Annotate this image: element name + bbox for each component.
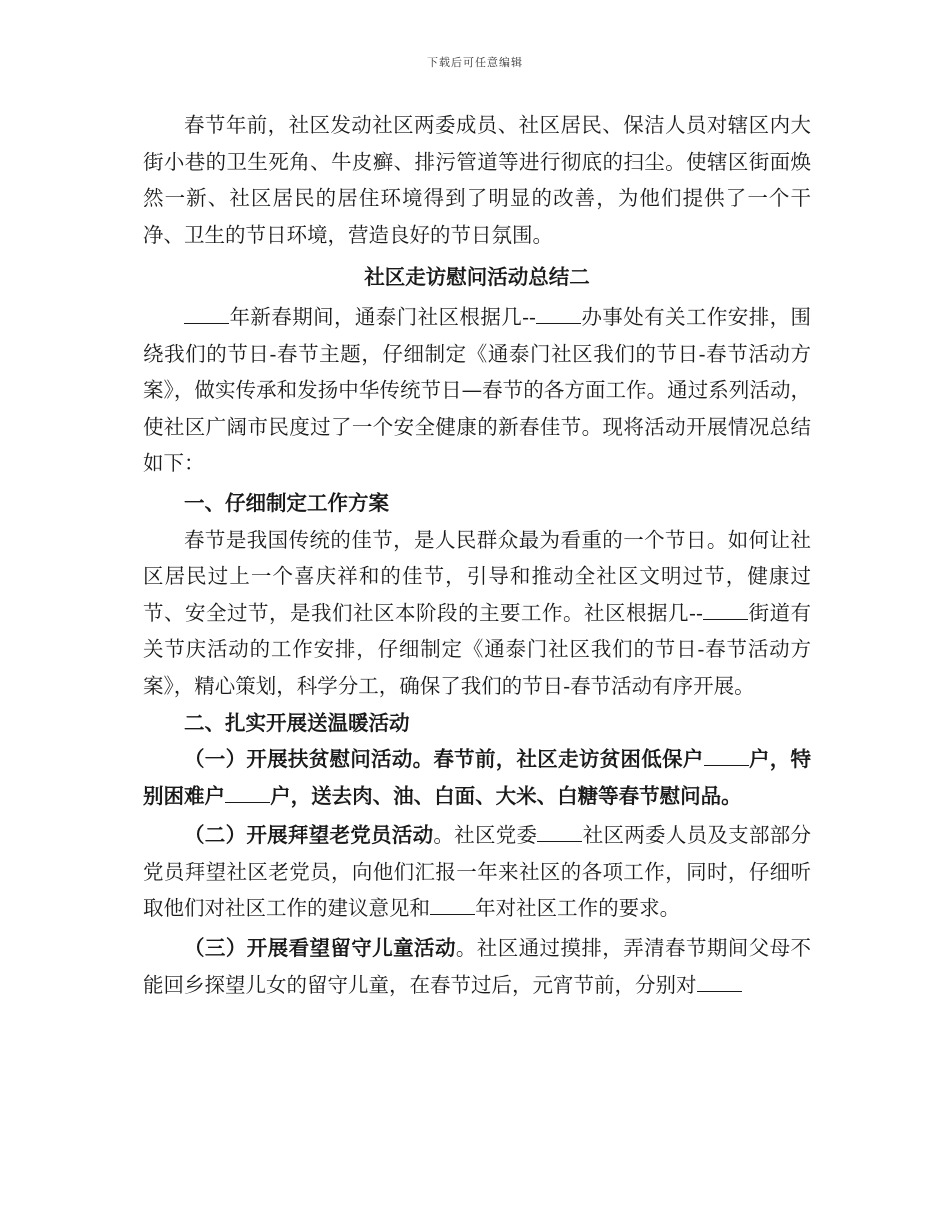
blank-line xyxy=(184,322,229,324)
paragraph-text: （一）开展扶贫慰问活动。春节前，社区走访贫困低保户 xyxy=(184,747,704,772)
paragraph-bold-lead: （三）开展看望留守儿童活动 xyxy=(184,936,456,961)
blank-line xyxy=(704,764,749,766)
paragraph-text: 户，特别困难户 xyxy=(143,747,812,808)
paragraph-left-behind-children xyxy=(143,930,811,1003)
paragraph-text: 。社区党委 xyxy=(433,823,538,848)
paragraph-spring-cleaning: 春节年前，社区发动社区两委成员、社区居民、保洁人员对辖区内大街小巷的卫生死角、牛皮癣、排污管道等进行彻底的扫尘。使辖区街面焕然一新、社区居民的居住环境得到了明显的改善，为他们提供了一个干净、卫生的节日环境，营造良好的节日氛围。 xyxy=(143,113,811,247)
blank-line xyxy=(225,801,270,803)
document-body xyxy=(143,107,811,1003)
paragraph-poverty-visits xyxy=(143,741,811,814)
paragraph-work-plan xyxy=(143,522,811,705)
blank-line xyxy=(703,618,748,620)
section-title: 社区走访慰问活动总结二 xyxy=(364,265,590,290)
blank-line xyxy=(430,913,475,915)
paragraph-text: 年对社区工作的要求。 xyxy=(475,896,681,921)
paragraph-text: 办事处有关工作安排，围绕我们的节日-春节主题，仔细制定《通泰门社区我们的节日-春节活动方案》，做实传承和发扬中华传统节日—春节的各方面工作。通过系列活动，使社区广阔市民度过了一个安全健康的新春佳节。现将活动开展情况总结如下： xyxy=(143,304,811,476)
paragraph-party-member-visits xyxy=(143,817,811,927)
blank-line xyxy=(697,990,742,992)
paragraph-text: 春节是我国传统的佳节，是人民群众最为看重的一个节日。如何让社区居民过上一个喜庆祥和的佳节，引导和推动全社区文明过节，健康过节、安全过节，是我们社区本阶段的主要工作。社区根据几-- xyxy=(143,527,811,625)
paragraph-text: 街道有关节庆活动的工作安排，仔细制定《通泰门社区我们的节日-春节活动方案》，精心策划，科学分工，确保了我们的节日-春节活动有序开展。 xyxy=(143,600,812,698)
page-header-note: 下载后可任意编辑 xyxy=(427,56,523,69)
heading-warmth-activities: 二、扎实开展送温暖活动 xyxy=(184,710,410,735)
heading-work-plan: 一、仔细制定工作方案 xyxy=(184,490,389,515)
paragraph-text: 。社区通过摸排，弄清春节期间父母不能回乡探望儿女的留守儿童，在春节过后，元宵节前，分别对 xyxy=(143,936,812,997)
paragraph-text: 年新春期间，通泰门社区根据几-- xyxy=(229,304,536,329)
blank-line xyxy=(537,840,582,842)
paragraph-intro xyxy=(143,299,811,482)
paragraph-bold-lead: （二）开展拜望老党员活动 xyxy=(184,823,434,848)
paragraph-text: 社区两委人员及支部部分党员拜望社区老党员，向他们汇报一年来社区的各项工作，同时，仔细听取他们对社区工作的建议意见和 xyxy=(143,823,812,921)
blank-line xyxy=(536,322,581,324)
paragraph-text: 户，送去肉、油、白面、大米、白糖等春节慰问品。 xyxy=(270,783,742,808)
